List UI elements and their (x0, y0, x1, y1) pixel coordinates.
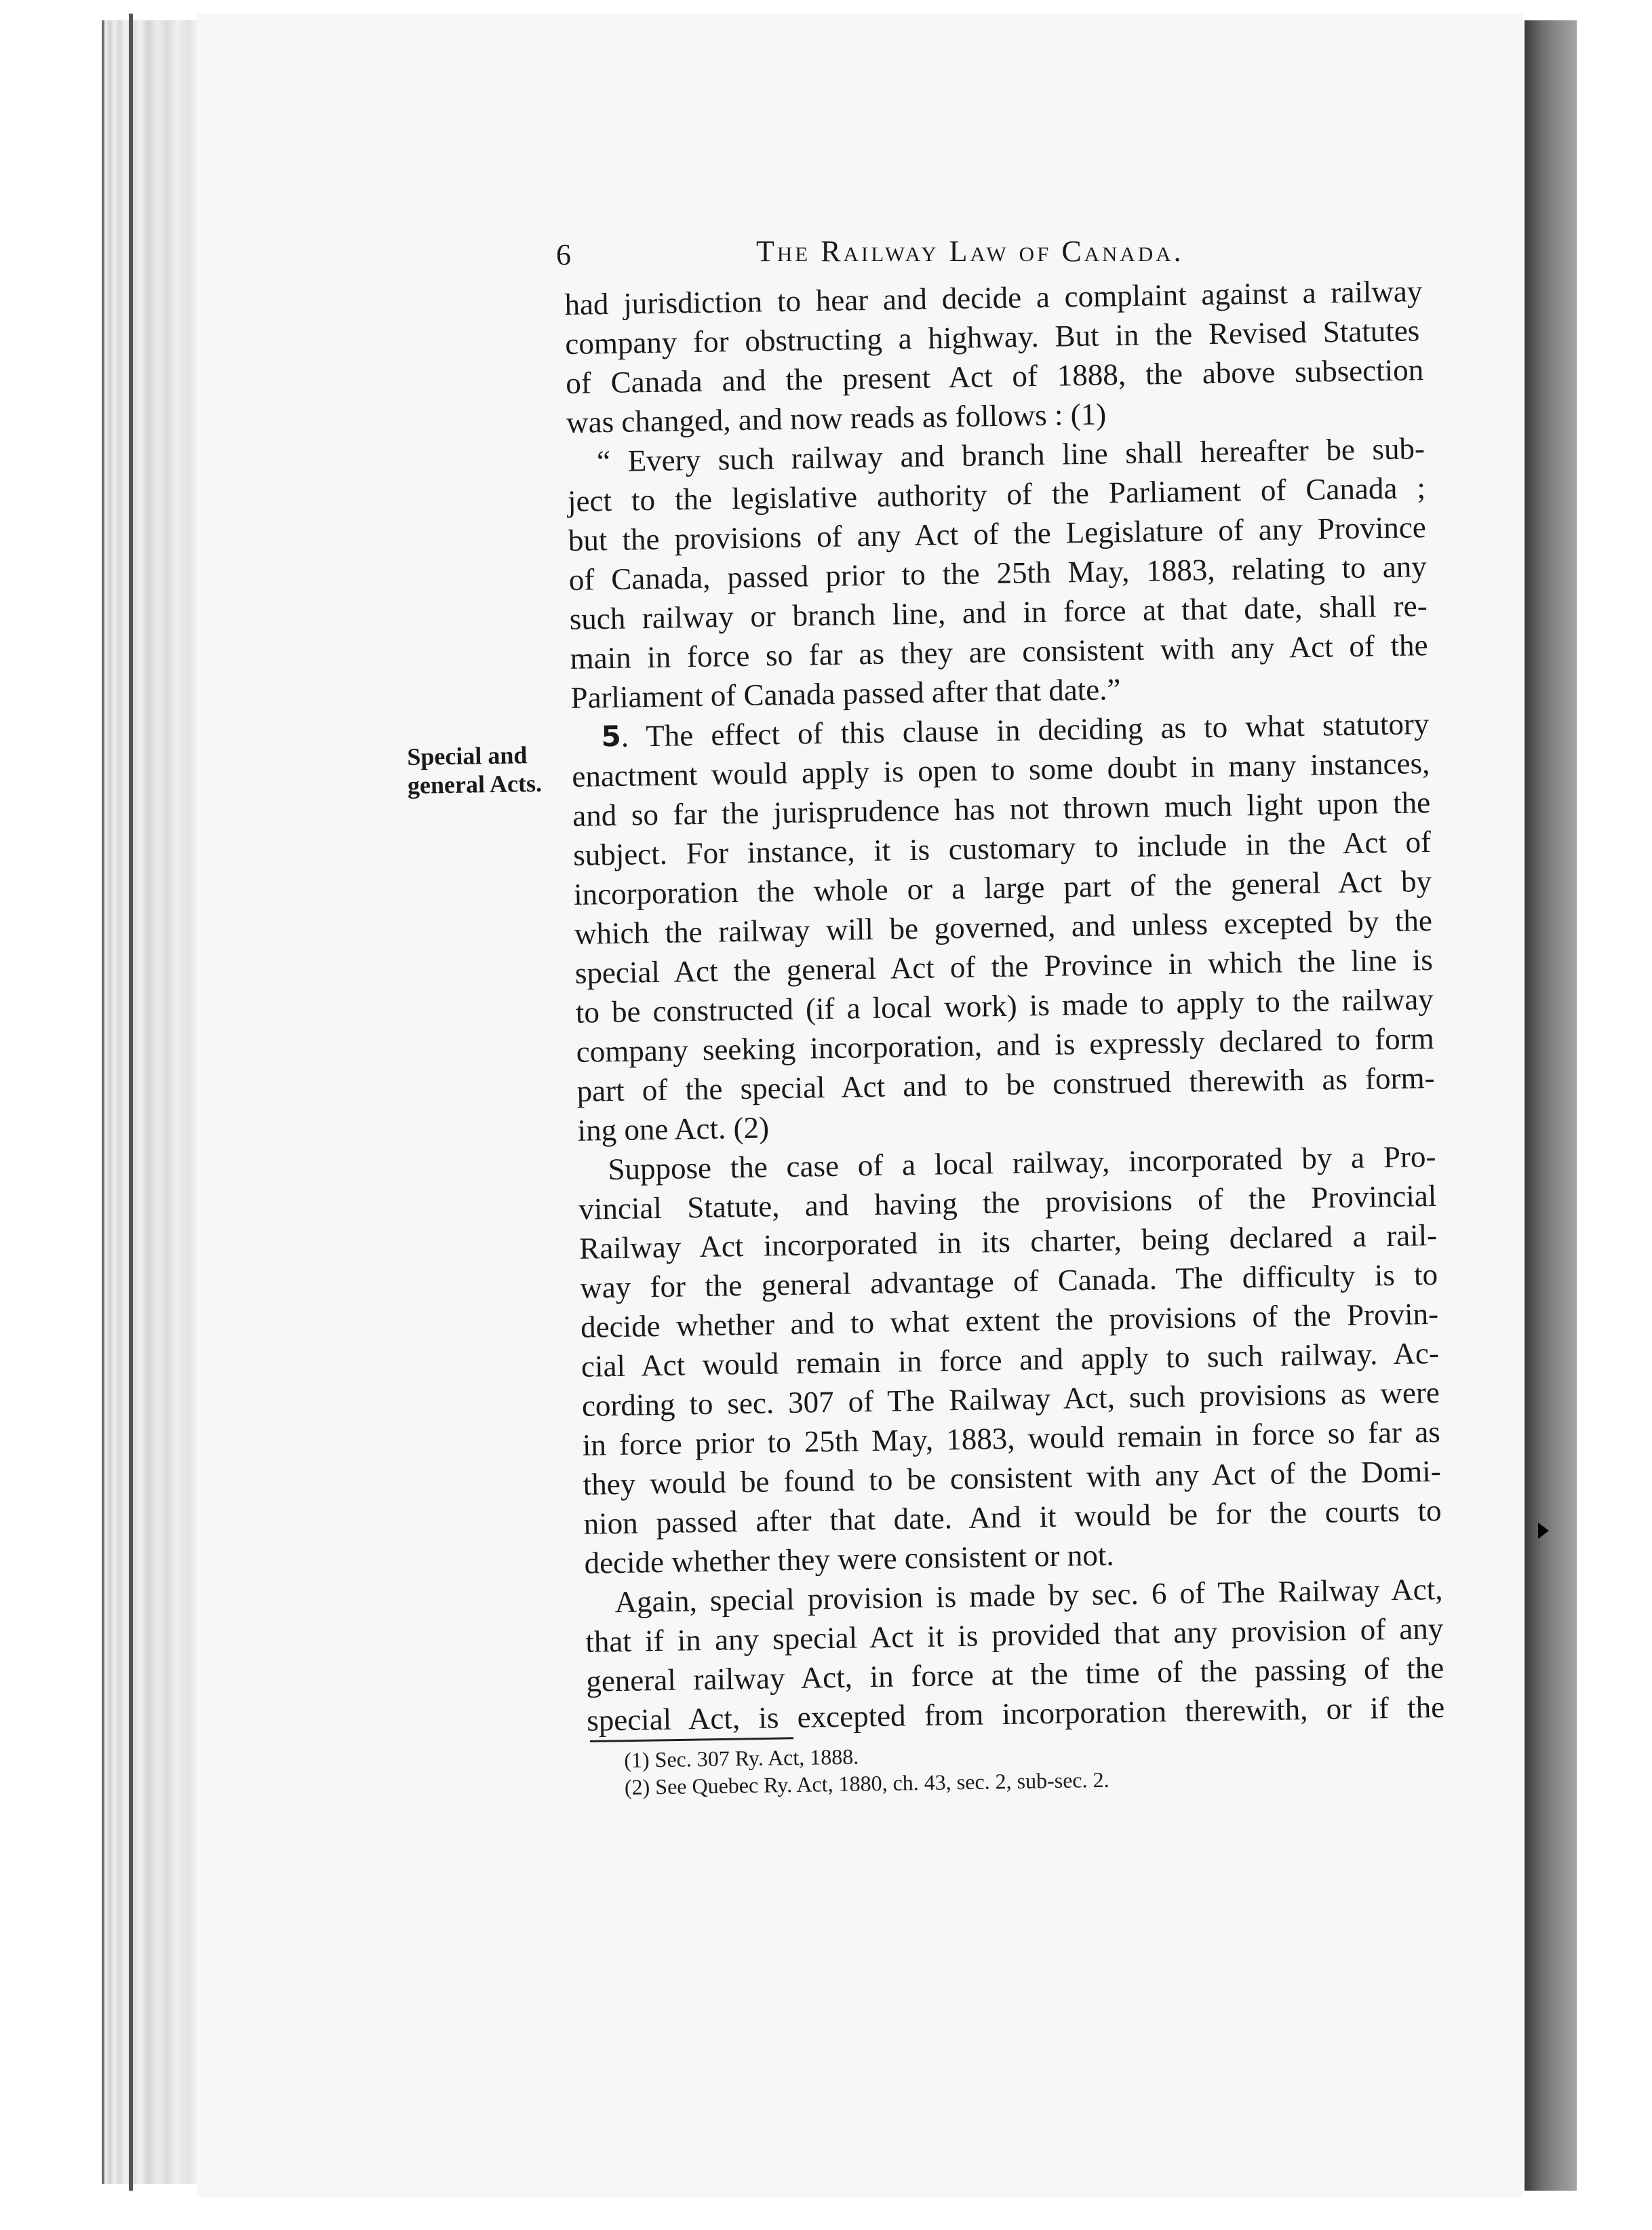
scan-margin-right (1577, 0, 1652, 2230)
scan-margin-bottom (0, 2197, 1652, 2230)
text-line: had jurisdiction to hear and decide a complaint against a railway (564, 274, 1423, 321)
text-line: was changed, and now reads as follows : (1) (566, 397, 1107, 439)
text-line: cial Act would remain in force and apply to such railway. Ac- (581, 1335, 1440, 1384)
footnote: (2) See Quebec Ry. Act, 1880, ch. 43, sec. 2, sub-sec. 2. (624, 1767, 1109, 1799)
book-binding-edge (102, 20, 199, 2184)
text-line: to be constructed (if a local work) is made to apply to the railway (575, 982, 1434, 1030)
text-line: they would be found to be consistent with any Act of the Domi- (583, 1453, 1442, 1502)
margin-note-line: general Acts. (407, 769, 543, 799)
text-line: Railway Act incorporated in its charter, being declared a rail- (578, 1217, 1438, 1266)
text-line: special Act, is excepted from incorporation therewith, or if the (586, 1689, 1445, 1738)
text-line: Suppose the case of a local railway, incorporated by a Pro- (608, 1139, 1436, 1187)
text-line: such railway or branch line, and in force at that date, shall re- (569, 589, 1428, 636)
text-line: main in force so far as they are consistent with any Act of the (570, 628, 1428, 676)
text-line-rest: . The effect of this clause in deciding as to what statutory (621, 707, 1430, 754)
section-number: 5 (601, 719, 622, 754)
margin-note-line: Special and (407, 741, 528, 770)
footnotes (624, 1739, 1109, 1801)
text-line: special Act the general Act of the Province in which the line is (574, 943, 1434, 990)
footnote: (1) Sec. 307 Ry. Act, 1888. (624, 1744, 859, 1772)
text-line: Again, special provision is made by sec. 6 of The Railway Act, (614, 1571, 1443, 1620)
binding-line (129, 14, 133, 2191)
text-line: way for the general advantage of Canada. The difficulty is to (579, 1257, 1438, 1305)
text-line: subject. For instance, it is customary to include in the Act of (572, 825, 1432, 872)
text-line: enactment would apply is open to some doubt in many instances, (571, 746, 1430, 794)
page-number: 6 (556, 238, 572, 271)
text-line: general railway Act, in force at the time of the passing of the (585, 1650, 1444, 1698)
text-line: in force prior to 25th May, 1883, would remain in force so far as (582, 1414, 1441, 1462)
text-line: cording to sec. 307 of The Railway Act, such provisions as were (581, 1375, 1440, 1423)
text-line: but the provisions of any Act of the Legislature of any Province (568, 510, 1427, 558)
edge-arrow-icon (1538, 1523, 1549, 1539)
text-line: decide whether and to what extent the provisions of the Provin- (580, 1296, 1439, 1344)
text-line: and so far the jurisprudence has not thrown much light upon the (572, 785, 1431, 833)
text-line: of Canada and the present Act of 1888, the above subsection (565, 353, 1424, 400)
page-edge-shadow (1525, 20, 1579, 2191)
text-line: ing one Act. (2) (577, 1110, 770, 1148)
text-line: that if in any special Act it is provided that any provision of any (585, 1611, 1444, 1659)
margin-note (407, 741, 542, 800)
text-line: of Canada, passed prior to the 25th May, 1883, relating to any (568, 549, 1428, 597)
text-line: company seeking incorporation, and is expressly declared to form (576, 1021, 1435, 1069)
text-line: nion passed after that date. And it would be for the courts to (583, 1493, 1442, 1541)
text-line: vincial Statute, and having the provisions of the Provincial (578, 1178, 1437, 1226)
text-line: ject to the legislative authority of the Parliament of Canada ; (567, 471, 1426, 518)
text-line: Parliament of Canada passed after that date.” (570, 672, 1121, 715)
text-line: which the railway will be governed, and unless excepted by the (574, 903, 1433, 951)
running-head: The Railway Law of Canada. (756, 235, 1184, 268)
text-line: decide whether they were consistent or not. (584, 1538, 1114, 1580)
text-line: company for obstructing a highway. But in the Revised Statutes (564, 313, 1420, 361)
text-line: part of the special Act and to be construed therewith as form- (576, 1060, 1435, 1108)
text-line: “ Every such railway and branch line shall hereafter be sub- (596, 431, 1425, 479)
text-line: incorporation the whole or a large part of the general Act by (573, 864, 1432, 912)
